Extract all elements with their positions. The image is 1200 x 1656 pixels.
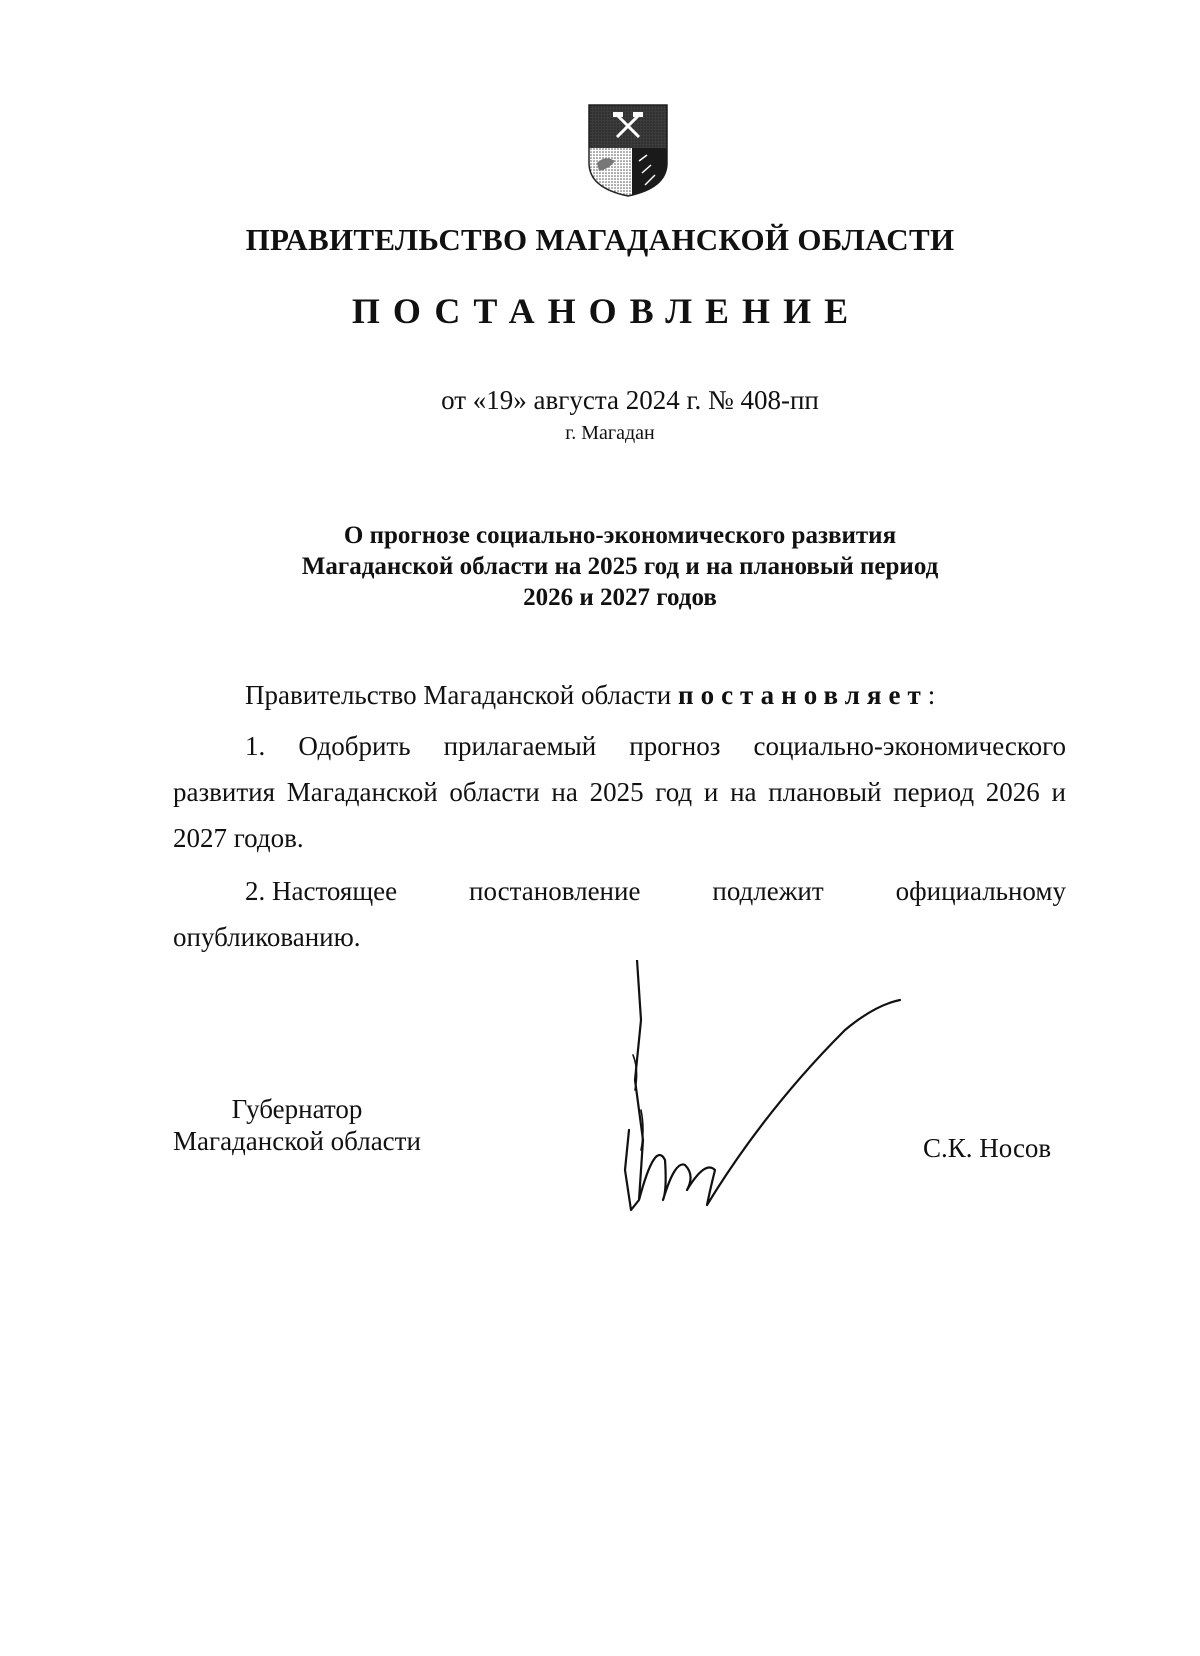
government-title: ПРАВИТЕЛЬСТВО МАГАДАНСКОЙ ОБЛАСТИ xyxy=(245,222,955,257)
handwritten-signature-icon xyxy=(615,960,905,1220)
resolution-item-1: 1. Одобрить прилагаемый прогноз социально-экономического развития Магаданской области на 2025 год и на плановый период 2026 и 2027 годов. xyxy=(173,731,1066,853)
item-2-word: подлежит xyxy=(712,876,824,906)
resolution-intro xyxy=(173,672,1066,718)
document-type: ПОСТАНОВЛЕНИЕ xyxy=(351,291,862,331)
document-subject xyxy=(200,520,1040,613)
position-line: Магаданской области xyxy=(173,1126,421,1156)
subject-line: О прогнозе социально-экономического развития xyxy=(343,522,897,549)
item-2-tail: опубликованию. xyxy=(173,922,361,952)
intro-verb: постановляет xyxy=(678,680,928,710)
intro-prefix: Правительство Магаданской области xyxy=(245,680,672,710)
resolution-item-2 xyxy=(173,868,1066,960)
item-2-first-line xyxy=(173,868,1066,914)
signer-name: С.К. Носов xyxy=(923,1133,1052,1163)
subject-line: 2026 и 2027 годов xyxy=(523,584,717,611)
intro-suffix: : xyxy=(927,680,936,710)
item-2-word: 2. Настоящее xyxy=(245,876,398,906)
item-2-word: постановление xyxy=(469,876,641,906)
item-2-word: официальному xyxy=(895,876,1066,906)
subject-line: Магаданской области на 2025 год и на плановый период xyxy=(301,553,939,580)
position-line: Губернатор xyxy=(231,1094,363,1124)
date-and-number: от «19» августа 2024 г. № 408-пп xyxy=(441,385,819,415)
coat-of-arms-icon xyxy=(587,103,669,198)
city: г. Магадан xyxy=(565,422,655,444)
signer-position xyxy=(173,1093,421,1157)
